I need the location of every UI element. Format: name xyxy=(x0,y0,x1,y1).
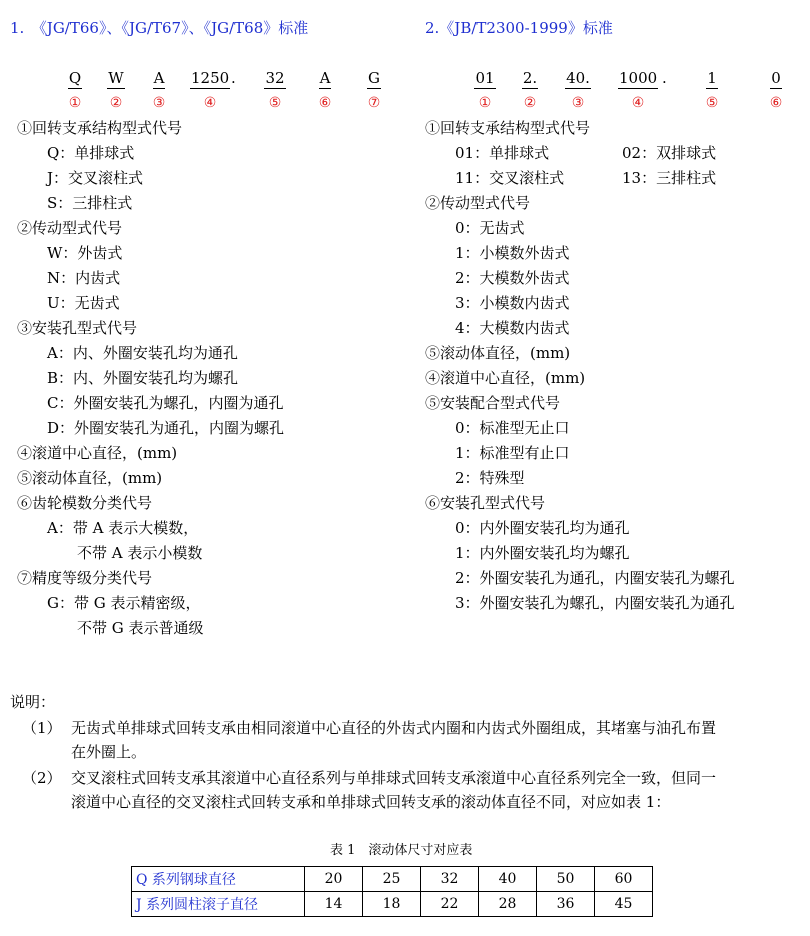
left-circle-4: ④ xyxy=(203,95,217,111)
left-line: C：外圈安装孔为螺孔，内圈为通孔 xyxy=(47,394,284,412)
table-cell: 22 xyxy=(421,892,479,917)
table-caption: 表 1 滚动体尺寸对应表 xyxy=(330,843,473,858)
left-code-7: G xyxy=(368,69,380,87)
right-code-3: 40. xyxy=(566,69,590,87)
right-circle-5: ⑤ xyxy=(705,95,719,111)
note-2-number: （2） xyxy=(22,769,62,787)
left-line: ⑤滚动体直径，(mm) xyxy=(17,469,163,487)
right-line: 2：特殊型 xyxy=(455,469,525,487)
left-line: S：三排柱式 xyxy=(47,194,133,212)
left-circle-6: ⑥ xyxy=(318,95,332,111)
left-line: N：内齿式 xyxy=(47,269,121,287)
left-code-6: A xyxy=(319,69,331,87)
right-circle-1: ① xyxy=(478,95,492,111)
left-circle-3: ③ xyxy=(152,95,166,111)
note-1-number: （1） xyxy=(22,719,62,737)
table-row-label: J 系列圆柱滚子直径 xyxy=(132,892,305,917)
right-line: 13：三排柱式 xyxy=(622,169,717,187)
left-line: Q：单排球式 xyxy=(47,144,135,162)
right-line: ⑥安装孔型式代号 xyxy=(425,494,546,512)
left-line: U：无齿式 xyxy=(47,294,120,312)
right-line: ④滚道中心直径，(mm) xyxy=(425,369,586,387)
left-circle-7: ⑦ xyxy=(367,95,381,111)
right-line: ⑤安装配合型式代号 xyxy=(425,394,561,412)
left-code-2: W xyxy=(108,69,124,87)
left-line: ⑥齿轮模数分类代号 xyxy=(17,494,153,512)
right-code-5: 1 xyxy=(707,69,717,87)
right-line: 1：小模数外齿式 xyxy=(455,244,570,262)
table-cell: 45 xyxy=(595,892,653,917)
right-line: 0：无齿式 xyxy=(455,219,525,237)
table-cell: 60 xyxy=(595,867,653,892)
table-cell: 40 xyxy=(479,867,537,892)
left-line: J：交叉滚柱式 xyxy=(47,169,144,187)
right-line: ①回转支承结构型式代号 xyxy=(425,119,591,137)
left-code-3: A xyxy=(153,69,165,87)
right-line: 2：外圈安装孔为通孔，内圈安装孔为螺孔 xyxy=(455,569,735,587)
right-line: 3：外圈安装孔为螺孔，内圈安装孔为通孔 xyxy=(455,594,735,612)
left-line: B：内、外圈安装孔均为螺孔 xyxy=(47,369,239,387)
right-code-4: 1000 xyxy=(619,69,658,87)
left-line: ②传动型式代号 xyxy=(17,219,123,237)
left-line: W：外齿式 xyxy=(47,244,123,262)
right-heading: 2.《JB/T2300-1999》标准 xyxy=(425,19,613,37)
right-code-6: 0 xyxy=(771,69,781,87)
right-line: ⑤滚动体直径，(mm) xyxy=(425,344,571,362)
left-heading: 1. 《JG/T66》、《JG/T67》、《JG/T68》标准 xyxy=(10,19,309,37)
table-row xyxy=(132,867,653,892)
right-circle-3: ③ xyxy=(571,95,585,111)
notes-title: 说明： xyxy=(10,693,56,711)
note-1-line2: 在外圈上。 xyxy=(71,743,147,761)
left-line: G：带 G 表示精密级， xyxy=(47,594,201,612)
right-code-1: 01 xyxy=(475,69,495,87)
right-line: 4：大模数内齿式 xyxy=(455,319,570,337)
right-circle-2: ② xyxy=(523,95,537,111)
right-code-sep: . xyxy=(662,69,667,87)
right-line: 0：内外圈安装孔均为通孔 xyxy=(455,519,630,537)
table-cell: 18 xyxy=(363,892,421,917)
left-line: ④滚道中心直径，(mm) xyxy=(17,444,178,462)
left-line: ①回转支承结构型式代号 xyxy=(17,119,183,137)
left-line: D：外圈安装孔为通孔，内圈为螺孔 xyxy=(47,419,285,437)
left-circle-5: ⑤ xyxy=(268,95,282,111)
note-2-line1: 交叉滚柱式回转支承其滚道中心直径系列与单排球式回转支承滚道中心直径系列完全一致，但同一 xyxy=(71,769,717,787)
table-cell: 36 xyxy=(537,892,595,917)
left-code-5: 32 xyxy=(265,69,285,87)
right-line: 1：内外圈安装孔均为螺孔 xyxy=(455,544,630,562)
right-code-2: 2. xyxy=(522,69,538,87)
right-line: 11：交叉滚柱式 xyxy=(455,169,565,187)
left-line: A：内、外圈安装孔均为通孔 xyxy=(47,344,238,362)
left-line: 不带 A 表示小模数 xyxy=(77,544,203,562)
table-row xyxy=(132,892,653,917)
table-cell: 14 xyxy=(305,892,363,917)
left-line: 不带 G 表示普通级 xyxy=(77,619,204,637)
right-line: 02：双排球式 xyxy=(622,144,717,162)
left-line: A：带 A 表示大模数， xyxy=(47,519,199,537)
table-row-label: Q 系列钢球直径 xyxy=(132,867,305,892)
rolling-element-table xyxy=(131,866,653,917)
left-code-1: Q xyxy=(68,69,82,87)
right-circle-6: ⑥ xyxy=(769,95,783,111)
note-2-line2: 滚道中心直径的交叉滚柱式回转支承和单排球式回转支承的滚动体直径不同，对应如表 1： xyxy=(71,793,671,811)
left-code-4: 1250 xyxy=(191,69,230,87)
right-line: 2：大模数外齿式 xyxy=(455,269,570,287)
table-cell: 25 xyxy=(363,867,421,892)
left-circle-1: ① xyxy=(68,95,82,111)
left-line: ⑦精度等级分类代号 xyxy=(17,569,153,587)
table-cell: 28 xyxy=(479,892,537,917)
right-circle-4: ④ xyxy=(631,95,645,111)
right-line: 01：单排球式 xyxy=(455,144,550,162)
left-code-sep: . xyxy=(231,69,236,87)
table-cell: 32 xyxy=(421,867,479,892)
right-line: 3：小模数内齿式 xyxy=(455,294,570,312)
left-circle-2: ② xyxy=(109,95,123,111)
table-cell: 50 xyxy=(537,867,595,892)
right-line: 0：标准型无止口 xyxy=(455,419,570,437)
table-cell: 20 xyxy=(305,867,363,892)
note-1-line1: 无齿式单排球式回转支承由相同滚道中心直径的外齿式内圈和内齿式外圈组成，其堵塞与油孔布置 xyxy=(71,719,717,737)
right-line: 1：标准型有止口 xyxy=(455,444,570,462)
left-line: ③安装孔型式代号 xyxy=(17,319,138,337)
right-line: ②传动型式代号 xyxy=(425,194,531,212)
